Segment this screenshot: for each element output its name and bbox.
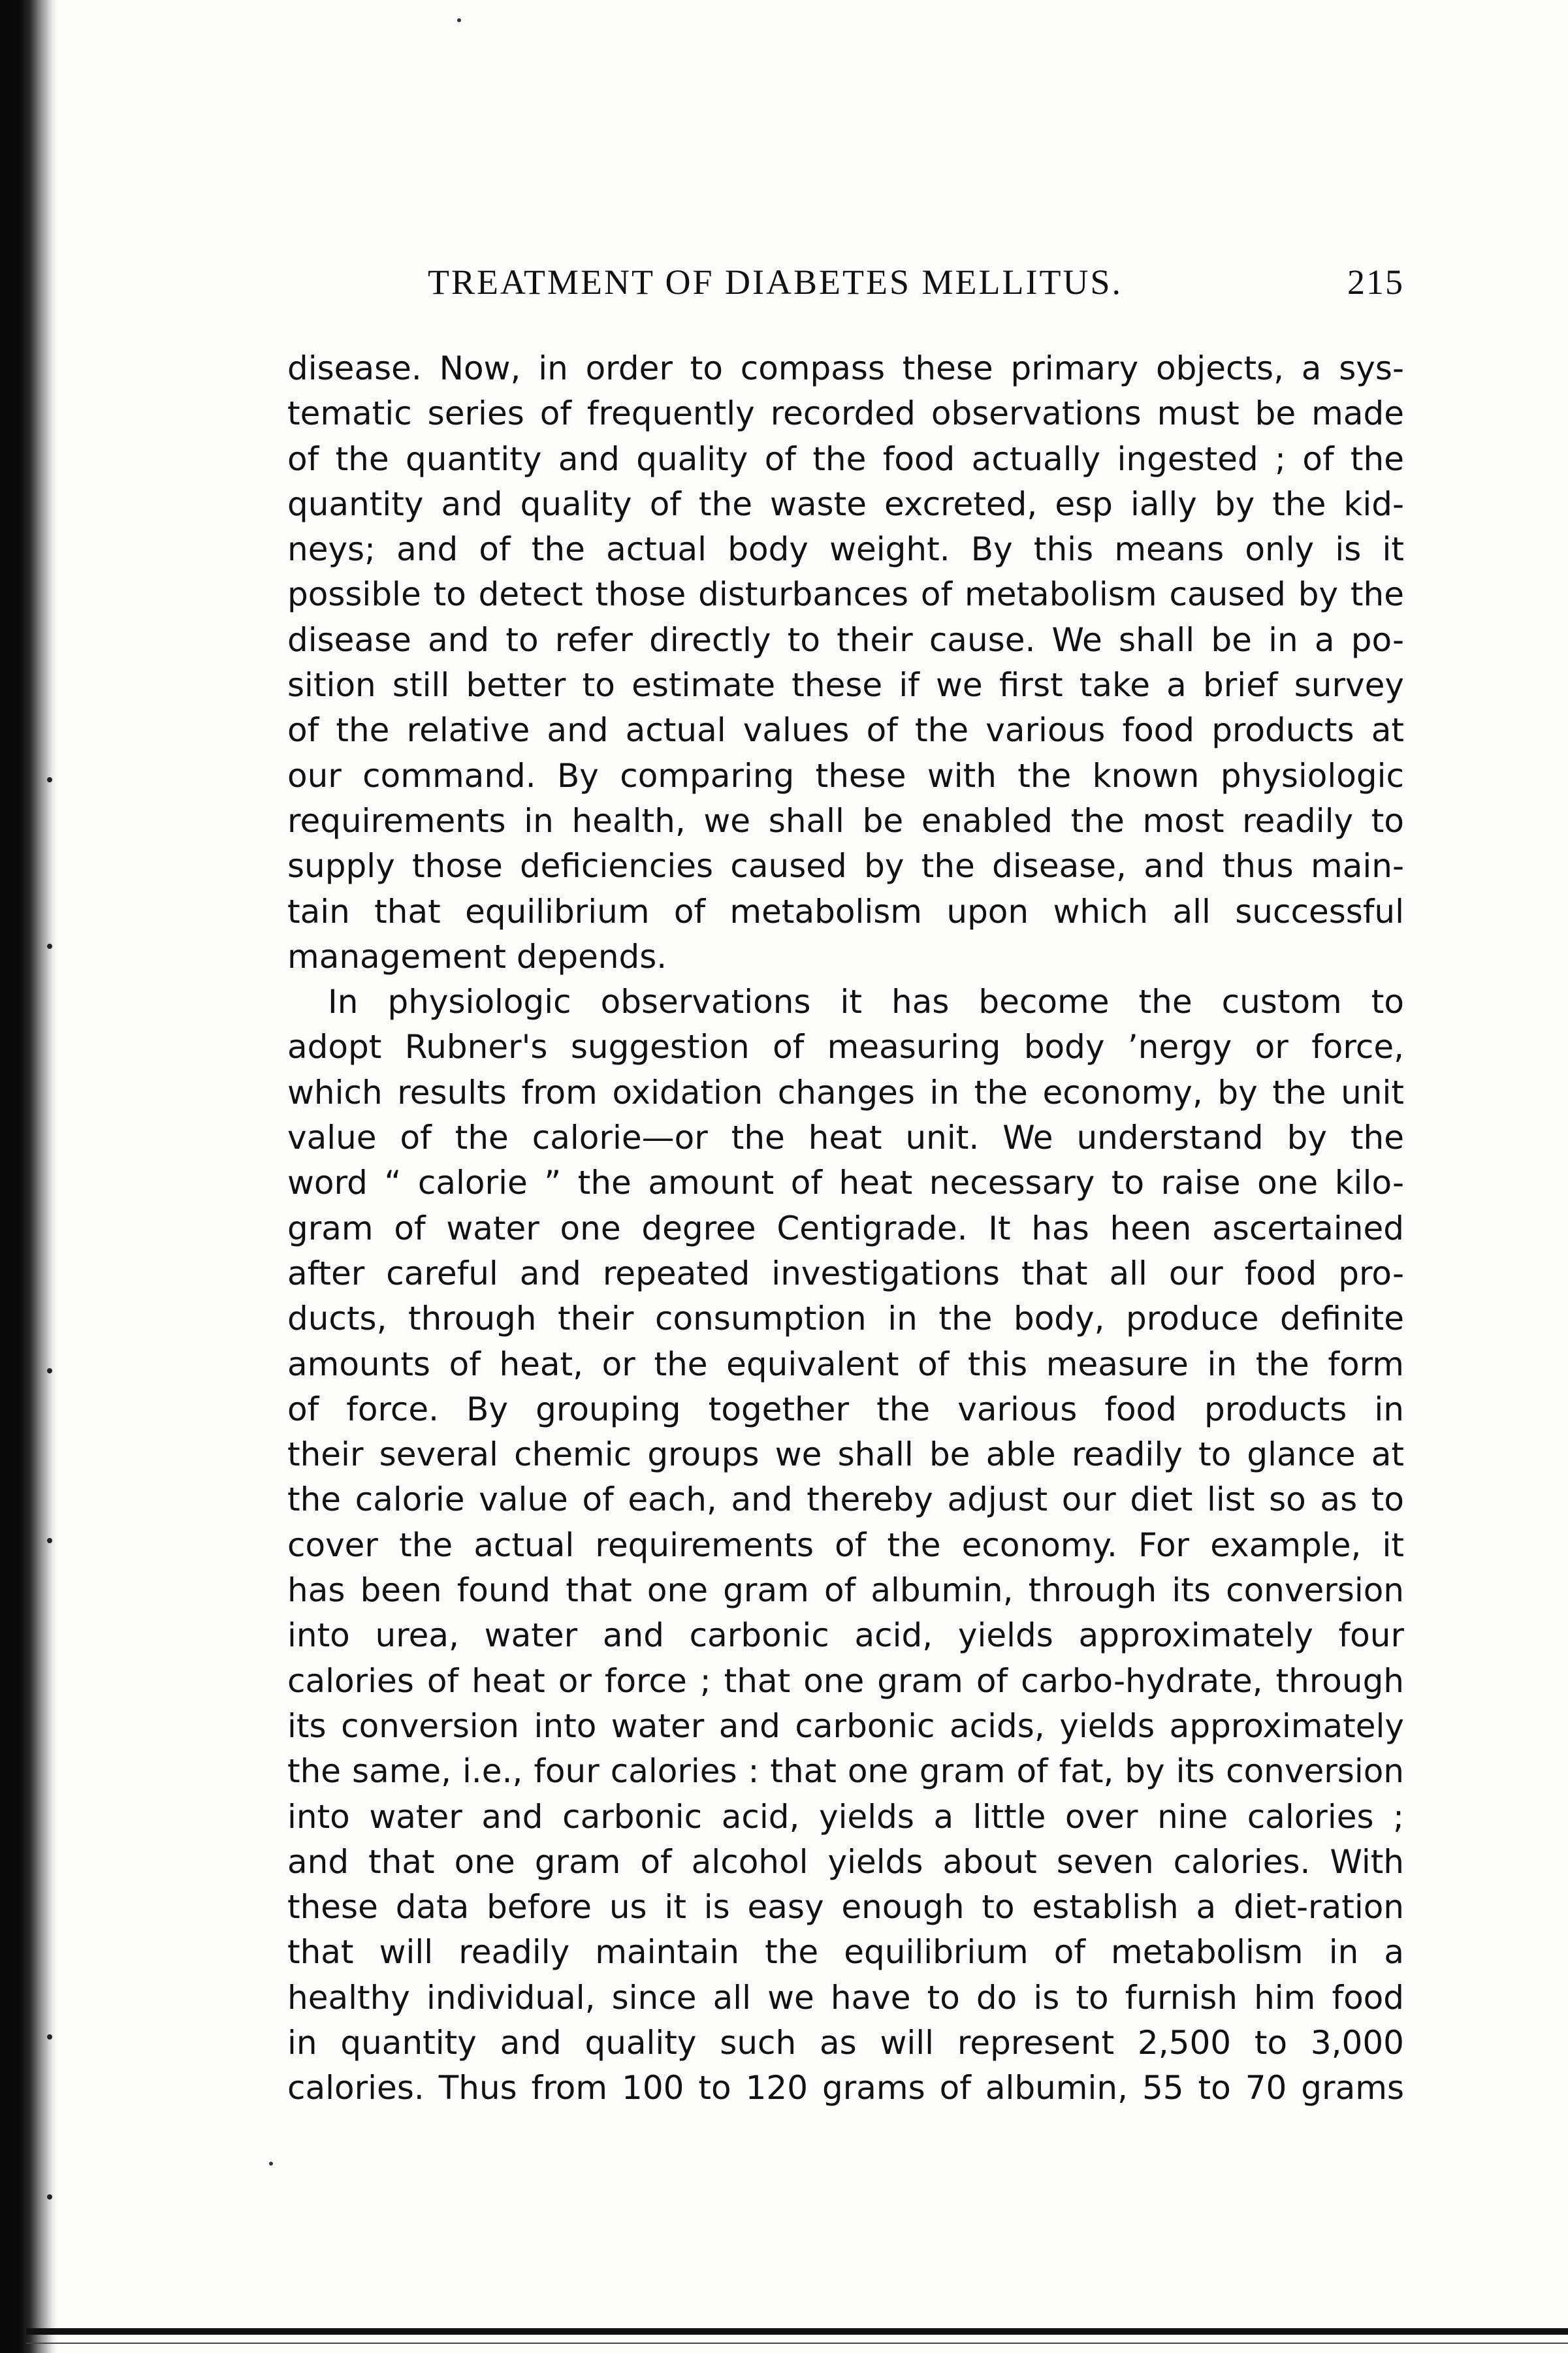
text-line: of the relative and actual values of the various food products at xyxy=(287,711,1404,750)
text-line: and that one gram of alcohol yields about seven calories. With xyxy=(287,1842,1404,1881)
text-line: the calorie value of each, and thereby adjust our diet list so as to xyxy=(287,1481,1404,1519)
text-line: adopt Rubner's suggestion of measuring body ’nergy or force, xyxy=(287,1028,1404,1066)
text-line: their several chemic groups we shall be able readily to glance at xyxy=(287,1435,1404,1474)
binding-speck xyxy=(47,2034,52,2040)
text-line: into water and carbonic acid, yields a little over nine calories ; xyxy=(287,1797,1404,1836)
text-line: requirements in health, we shall be enabled the most readily to xyxy=(287,801,1404,840)
bottom-rule-thin xyxy=(26,2343,1568,2344)
text-line: In physiologic observations it has become the custom to xyxy=(328,983,1404,1021)
bottom-rule xyxy=(26,2328,1568,2335)
binding-edge xyxy=(0,0,57,2353)
text-line: in quantity and quality such as will represent 2,500 to 3,000 xyxy=(287,2023,1404,2062)
text-line: healthy individual, since all we have to do is to furnish him food xyxy=(287,1978,1404,2017)
text-line: which results from oxidation changes in the economy, by the unit xyxy=(287,1073,1404,1112)
text-line: of the quantity and quality of the food actually ingested ; of the xyxy=(287,440,1404,478)
text-line: disease. Now, in order to compass these primary objects, a sys- xyxy=(287,349,1404,387)
binding-speck xyxy=(47,2194,52,2200)
text-line: tain that equilibrium of metabolism upon which all successful xyxy=(287,892,1404,931)
text-line: possible to detect those disturbances of metabolism caused by the xyxy=(287,575,1404,614)
text-line: ducts, through their consumption in the body, produce definite xyxy=(287,1300,1404,1338)
text-line: calories. Thus from 100 to 120 grams of albumin, 55 to 70 grams xyxy=(287,2069,1404,2107)
text-line: our command. By comparing these with the known physiologic xyxy=(287,756,1404,795)
text-line: supply those deficiencies caused by the disease, and thus main- xyxy=(287,847,1404,886)
running-head xyxy=(287,256,1404,308)
text-line: amounts of heat, or the equivalent of this measure in the form xyxy=(287,1345,1404,1383)
text-line: cover the actual requirements of the economy. For example, it xyxy=(287,1526,1404,1564)
text-line: word “ calorie ” the amount of heat necessary to raise one kilo- xyxy=(287,1164,1404,1202)
scan-speck xyxy=(457,18,461,22)
text-line: its conversion into water and carbonic acids, yields approximately xyxy=(287,1706,1404,1745)
paragraph-1 xyxy=(287,346,1404,980)
scan-speck xyxy=(269,2162,273,2166)
text-line: of force. By grouping together the various food products in xyxy=(287,1390,1404,1428)
text-line: that will readily maintain the equilibrium of metabolism in a xyxy=(287,1933,1404,1972)
binding-speck xyxy=(47,944,52,949)
text-line: the same, i.e., four calories : that one gram of fat, by its conversion xyxy=(287,1752,1404,1791)
text-line: quantity and quality of the waste excreted, esp ially by the kid- xyxy=(287,485,1404,523)
page-number: 215 xyxy=(1347,263,1404,302)
text-line: calories of heat or force ; that one gram of carbo-hydrate, through xyxy=(287,1661,1404,1700)
text-line: has been found that one gram of albumin, through its conversion xyxy=(287,1571,1404,1610)
text-line: gram of water one degree Centigrade. It has heen ascertained xyxy=(287,1209,1404,1247)
text-line: these data before us it is easy enough to establish a diet-ration xyxy=(287,1888,1404,1927)
text-line: value of the calorie—or the heat unit. We understand by the xyxy=(287,1119,1404,1157)
paragraph-2 xyxy=(287,980,1404,2111)
text-line: into urea, water and carbonic acid, yields approximately four xyxy=(287,1616,1404,1655)
binding-speck xyxy=(47,1538,52,1543)
body-text xyxy=(287,346,1404,2111)
binding-speck xyxy=(47,1368,52,1373)
text-line: sition still better to estimate these if we first take a brief survey xyxy=(287,666,1404,705)
text-line: neys; and of the actual body weight. By this means only is it xyxy=(287,530,1404,569)
binding-speck xyxy=(47,777,52,782)
running-head-title: TREATMENT OF DIABETES MELLITUS. xyxy=(428,263,1123,302)
text-line: after careful and repeated investigations that all our food pro- xyxy=(287,1254,1404,1292)
text-line: management depends. xyxy=(287,937,667,976)
text-line: disease and to refer directly to their cause. We shall be in a po- xyxy=(287,620,1404,659)
text-line: tematic series of frequently recorded observations must be made xyxy=(287,394,1404,433)
